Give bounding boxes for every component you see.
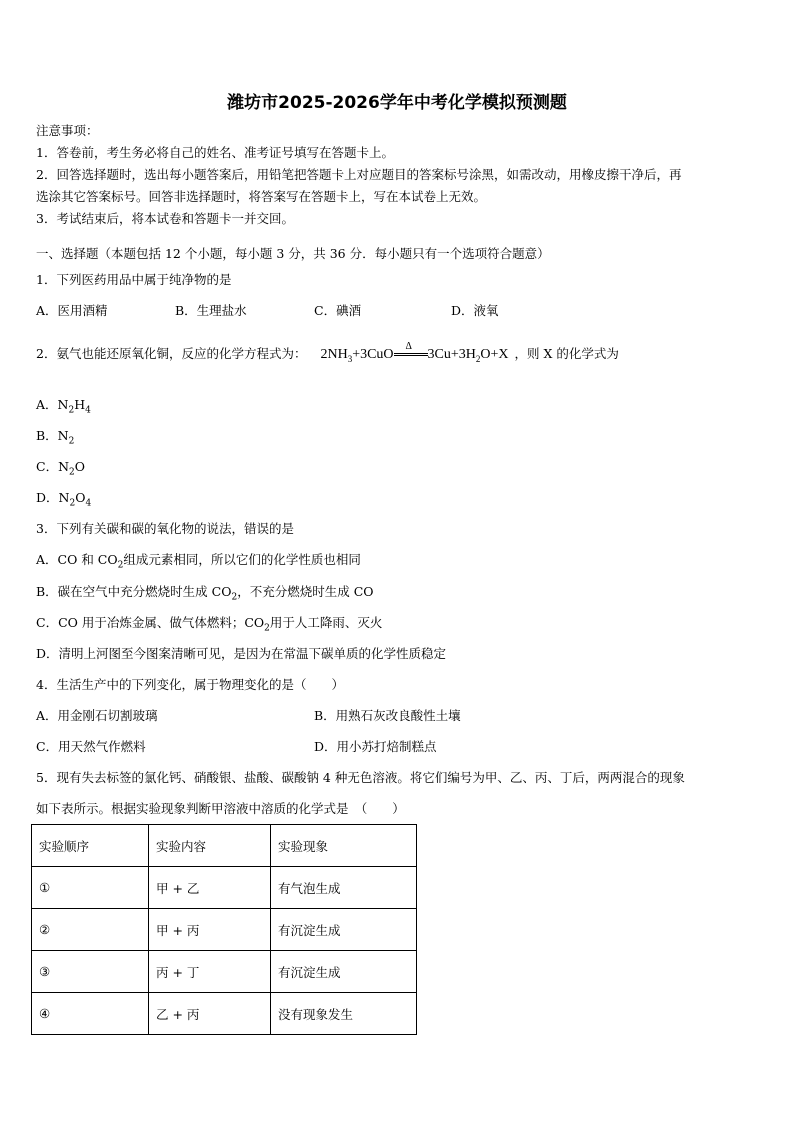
- q3-option-c[interactable]: [36, 615, 382, 637]
- q3-option-d[interactable]: D．清明上河图至今图案清晰可见，是因为在常温下碳单质的化学性质稳定: [36, 646, 447, 661]
- option-text: A．CO 和 CO: [36, 552, 118, 567]
- table-cell: 乙 + 丙: [149, 993, 271, 1035]
- table-cell: 有沉淀生成: [271, 909, 417, 951]
- sub: 2: [264, 623, 270, 634]
- q1-option-c[interactable]: C．碘酒: [314, 303, 362, 318]
- table-header-row: [32, 825, 417, 867]
- option-text: O: [75, 490, 86, 505]
- instruction-item: 3．考试结束后，将本试卷和答题卡一并交回。: [36, 211, 294, 226]
- reaction-arrow: [394, 341, 428, 356]
- q4-option-a[interactable]: A．用金刚石切割玻璃: [36, 708, 158, 723]
- option-text: B．N: [36, 428, 69, 443]
- table-row: [32, 867, 417, 909]
- q1-option-a[interactable]: A．医用酒精: [36, 303, 108, 318]
- table-cell: ①: [32, 867, 149, 909]
- option-text: C．CO 用于冶炼金属、做气体燃料；CO: [36, 615, 265, 630]
- q2-option-c[interactable]: [36, 459, 85, 481]
- sub: 2: [231, 592, 238, 603]
- sub: 2: [69, 467, 75, 478]
- q1-options: [36, 303, 499, 319]
- table-row: [32, 951, 417, 993]
- option-text: 用于人工降雨、灭火: [269, 615, 383, 630]
- option-text: ，不充分燃烧时生成 CO: [237, 584, 374, 599]
- q2-stem-tail: ，则 X 的化学式为: [514, 346, 619, 361]
- sub: 2: [69, 498, 76, 509]
- q1-option-d[interactable]: D．液氧: [451, 303, 499, 318]
- q4-option-c[interactable]: C．用天然气作燃料: [36, 739, 146, 754]
- q5-stem-line2: 如下表所示。根据实验现象判断甲溶液中溶质的化学式是 （ ）: [36, 801, 405, 816]
- q4-option-b[interactable]: B．用熟石灰改良酸性土壤: [314, 708, 461, 723]
- table-cell: 有气泡生成: [271, 867, 417, 909]
- eq-sub: 2: [475, 353, 481, 364]
- eq-sub: 3: [347, 353, 353, 364]
- option-text: C．N: [36, 459, 70, 474]
- page-title: 潍坊市2025-2026学年中考化学模拟预测题: [227, 93, 567, 113]
- column-header: 实验内容: [149, 825, 271, 867]
- q2-option-d[interactable]: [36, 490, 91, 512]
- instructions-heading: 注意事项：: [36, 123, 99, 138]
- q4-options-row2: [36, 739, 437, 755]
- instructions: [36, 120, 760, 230]
- sub: 2: [68, 436, 75, 447]
- table-cell: ②: [32, 909, 149, 951]
- q2-equation: [320, 341, 509, 364]
- option-text: A．N: [36, 397, 69, 412]
- q2-option-a[interactable]: [36, 397, 91, 419]
- table-cell: 丙 + 丁: [149, 951, 271, 993]
- table-row: [32, 993, 417, 1035]
- option-text: 组成元素相同，所以它们的化学性质也相同: [123, 552, 361, 567]
- q1-option-b[interactable]: B．生理盐水: [175, 303, 247, 318]
- q2-stem: 2．氨气也能还原氧化铜，反应的化学方程式为：: [36, 346, 307, 361]
- q3-option-a[interactable]: [36, 552, 361, 574]
- sub: 2: [117, 560, 124, 571]
- sub: 4: [85, 498, 92, 509]
- table-cell: 甲 + 丙: [149, 909, 271, 951]
- option-text: O: [74, 459, 85, 474]
- table-cell: ③: [32, 951, 149, 993]
- q2-stem-line: [36, 341, 619, 367]
- eq-left: 2NH: [320, 347, 348, 362]
- q4-option-d[interactable]: D．用小苏打焙制糕点: [314, 739, 437, 754]
- section-heading: 一、选择题（本题包括 12 个小题，每小题 3 分，共 36 分．每小题只有一个选项符合题意）: [36, 246, 550, 261]
- instruction-item: 1．答卷前，考生务必将自己的姓名、准考证号填写在答题卡上。: [36, 145, 394, 160]
- q5-stem-line1: 5．现有失去标签的氯化钙、硝酸银、盐酸、碳酸钠 4 种无色溶液。将它们编号为甲、乙、丙、丁后，两两混合的现象: [36, 770, 685, 785]
- table-cell: 没有现象发生: [271, 993, 417, 1035]
- option-text: H: [74, 397, 86, 412]
- table-cell: ④: [32, 993, 149, 1035]
- option-text: D．N: [36, 490, 70, 505]
- q4-options-row1: [36, 708, 461, 724]
- instruction-item: 选涂其它答案标号。回答非选择题时，将答案写在答题卡上，写在本试卷上无效。: [36, 189, 487, 204]
- heat-symbol: Δ: [405, 341, 412, 353]
- column-header: 实验现象: [271, 825, 417, 867]
- q2-option-b[interactable]: [36, 428, 74, 450]
- table-cell: 有沉淀生成: [271, 951, 417, 993]
- table-cell: 甲 + 乙: [149, 867, 271, 909]
- option-text: B．碳在空气中充分燃烧时生成 CO: [36, 584, 232, 599]
- experiment-table: [31, 824, 417, 1035]
- q3-option-b[interactable]: [36, 584, 374, 606]
- column-header: 实验顺序: [32, 825, 149, 867]
- table-row: [32, 909, 417, 951]
- instruction-item: 2．回答选择题时，选出每小题答案后，用铅笔把答题卡上对应题目的答案标号涂黑，如需改动，用橡皮擦干净后，再: [36, 167, 682, 182]
- q3-stem: 3．下列有关碳和碳的氧化物的说法，错误的是: [36, 521, 294, 536]
- eq-left2: +3CuO: [352, 347, 394, 362]
- q4-stem: 4．生活生产中的下列变化，属于物理变化的是（ ）: [36, 677, 344, 692]
- eq-right: 3Cu+3H: [427, 347, 476, 362]
- sub: 4: [85, 405, 91, 416]
- eq-right2: O+X: [480, 347, 509, 362]
- q1-stem: 1．下列医药用品中属于纯净物的是: [36, 272, 232, 287]
- sub: 2: [68, 405, 75, 416]
